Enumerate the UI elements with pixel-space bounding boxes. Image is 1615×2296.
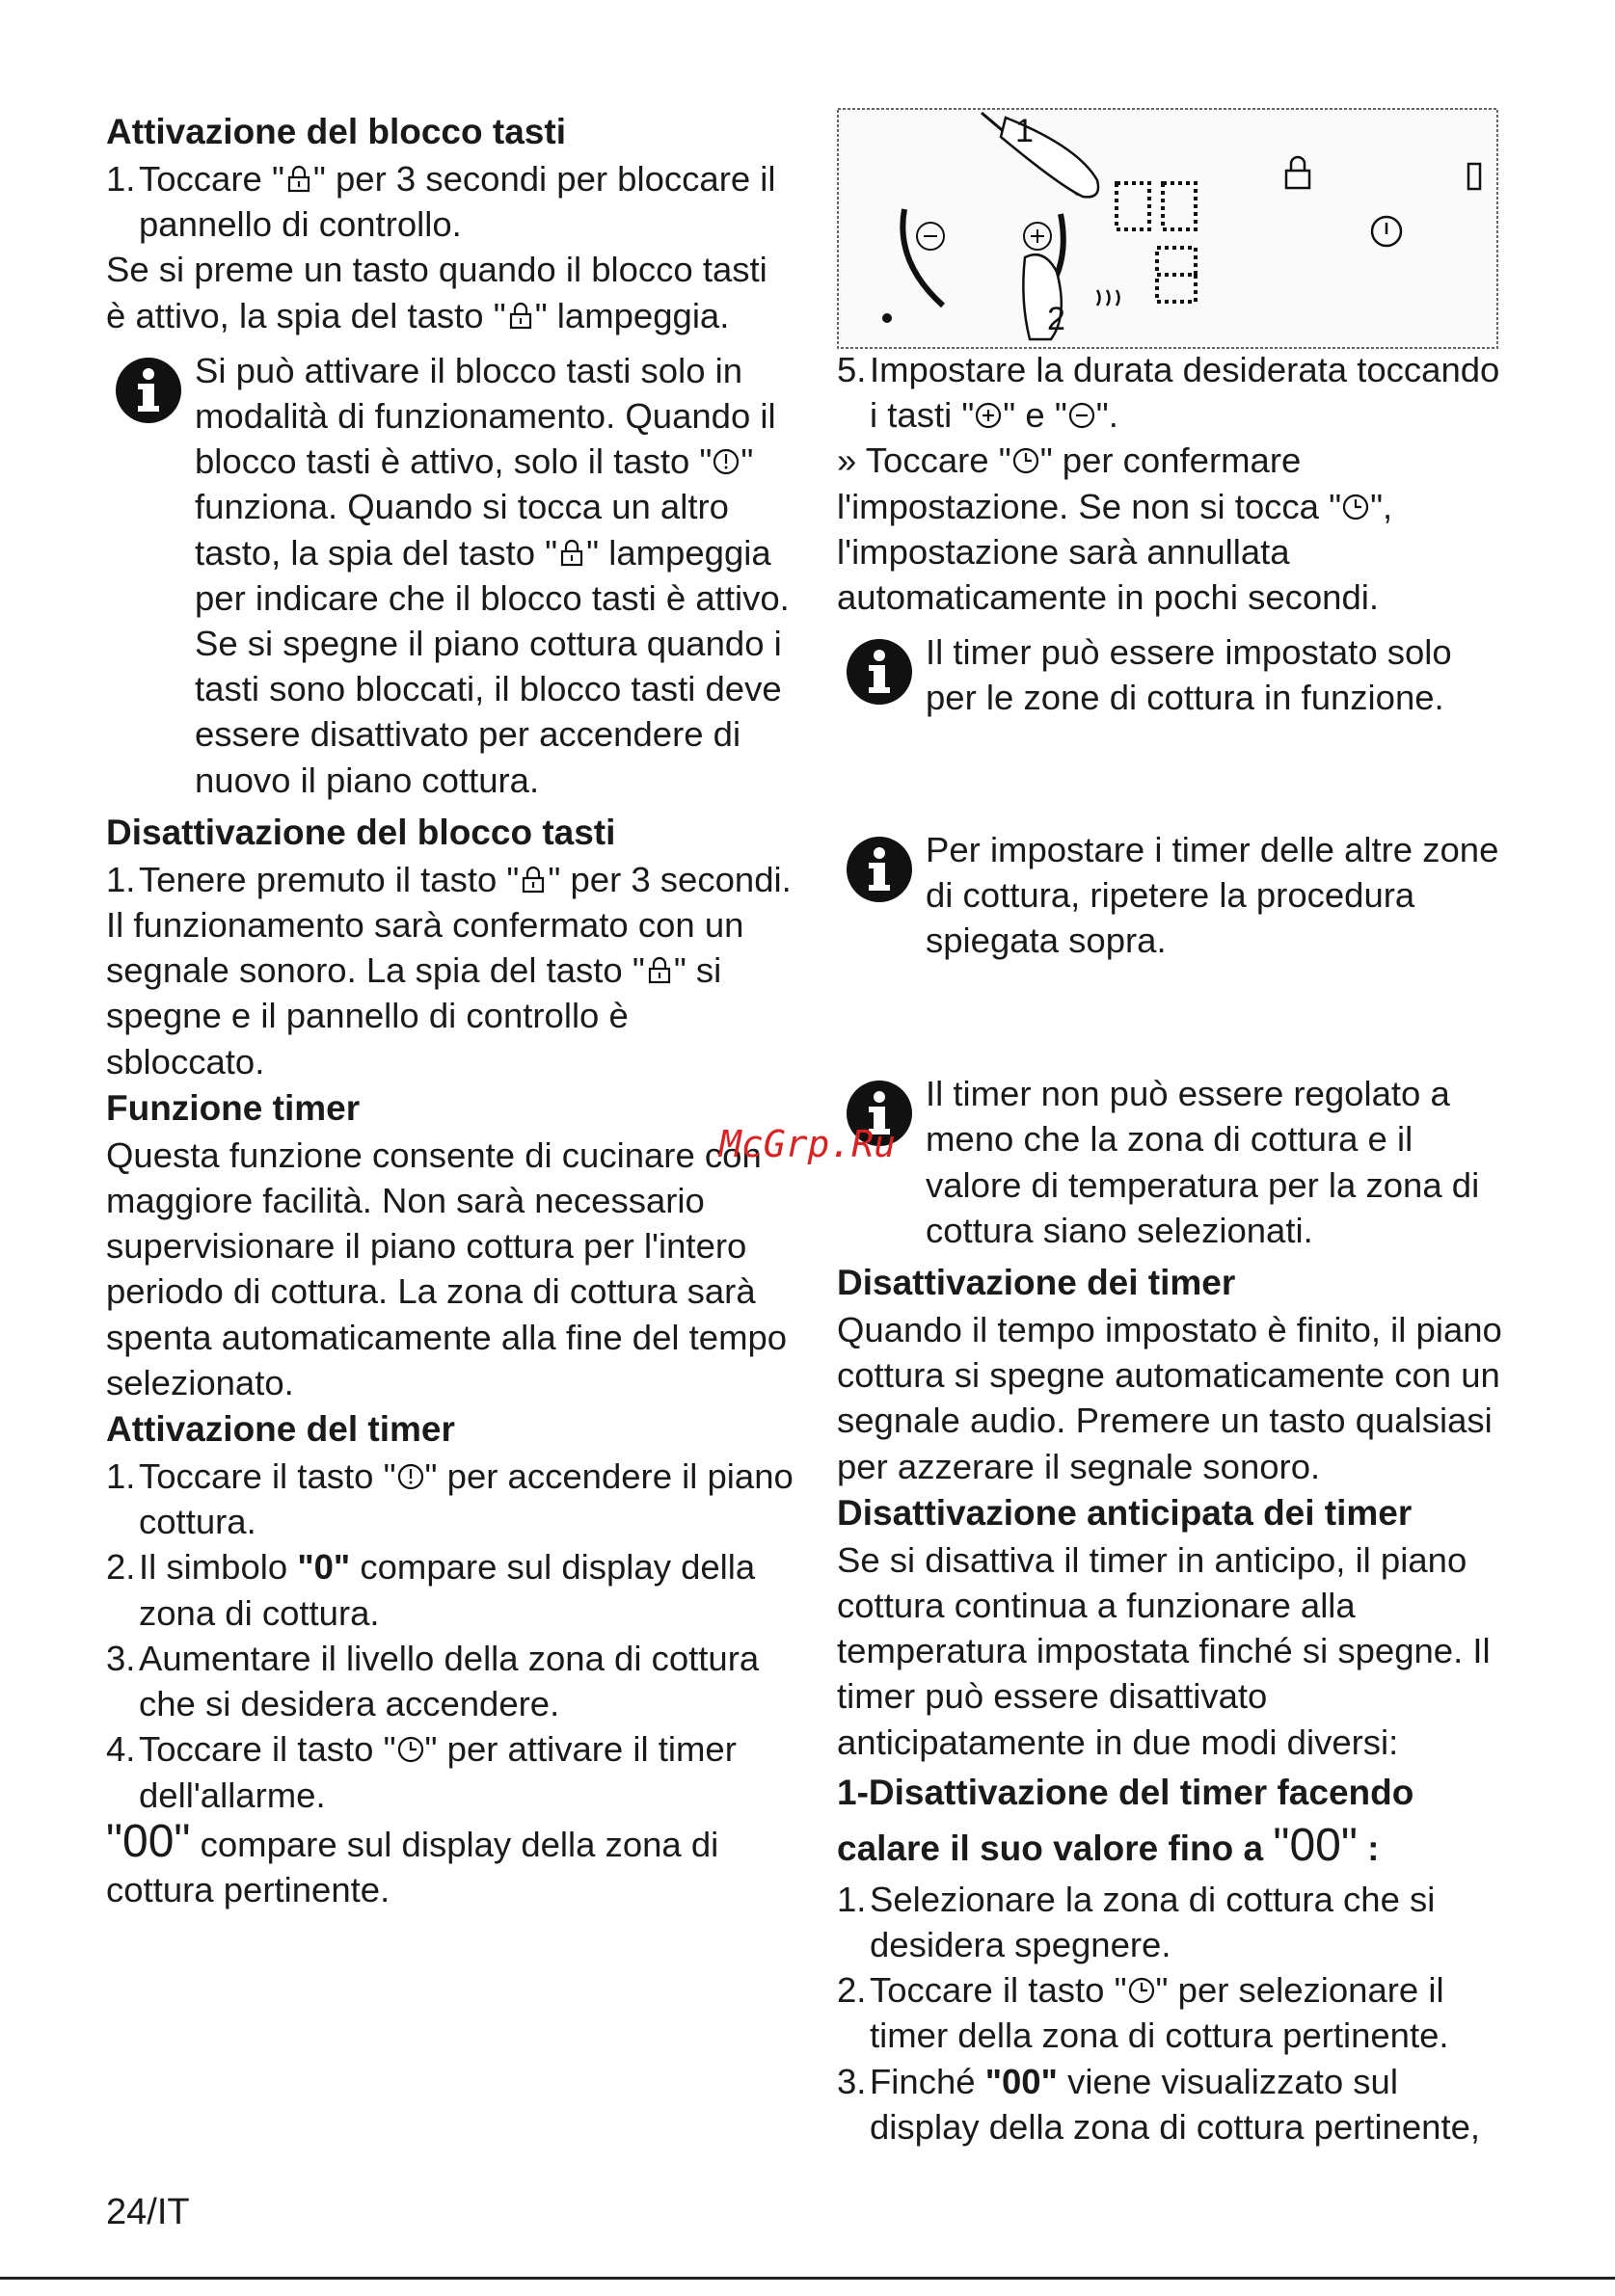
list-item: 1.Tenere premuto il tasto " " per 3 secondi.: [106, 859, 792, 899]
list-item: 4.Toccare il tasto " " per attivare il timer dell'allarme.: [106, 1729, 737, 1815]
list-item: 1.Toccare il tasto " " per accendere il piano cottura.: [106, 1456, 794, 1542]
watermark: McGrp.Ru: [719, 1123, 897, 1165]
info-icon: [845, 835, 914, 904]
subheading-method-1: 1-Disattivazione del timer facendo calare il suo valore fino a "00" :: [837, 1772, 1414, 1871]
heading-keylock-deactivation: Disattivazione del blocco tasti: [106, 812, 616, 852]
heading-timer-activation: Attivazione del timer: [106, 1409, 455, 1450]
label-1: 1: [1015, 113, 1034, 149]
paragraph: » Toccare " " per confermare l'impostazione. Se non si tocca " ", l'impostazione sarà annullata automaticamente in pochi secondi.: [837, 441, 1393, 618]
lock-icon: [645, 956, 674, 985]
info-note: Per impostare i timer delle altre zone di cottura, ripetere la procedura spiegata sopra.: [837, 827, 1512, 964]
minus-icon: [1067, 401, 1096, 430]
heading-timer-deactivation: Disattivazione dei timer: [837, 1263, 1236, 1303]
clock-icon: [396, 1735, 425, 1764]
paragraph: Se si preme un tasto quando il blocco tasti è attivo, la spia del tasto " " lampeggia.: [106, 250, 767, 335]
timer-steps: [106, 1454, 795, 1818]
clock-icon: [1011, 446, 1040, 475]
info-note: Il timer può essere impostato solo per le zone di cottura in funzione.: [837, 629, 1512, 720]
list-item: 2.Il simbolo "0" compare sul display della zona di cottura.: [106, 1547, 756, 1633]
heading-timer-function: Funzione timer: [106, 1087, 361, 1128]
info-note: Si può attivare il blocco tasti solo in modalità di funzionamento. Quando il blocco tasti è attivo, solo il tasto " " funziona. Quando si tocca un altro tasto, la spia del tasto " " lampeggia per indicare che il blocco tasti è attivo. Se si spegne il piano cottura quando i tasti sono bloccati, il blocco tasti deve essere disattivato per accendere di nuovo il piano cottura.: [106, 348, 795, 803]
power-icon: [396, 1462, 425, 1491]
right-column: [837, 347, 1512, 2149]
lock-icon: [519, 866, 548, 894]
paragraph: Questa funzione consente di cucinare con maggiore facilità. Non sarà necessario supervisionare il piano cottura per l'intero periodo di cottura. La zona di cottura sarà spenta automaticamente alla fine del tempo selezionato.: [106, 1135, 788, 1402]
control-panel-figure: [837, 108, 1498, 349]
list-item: 5.Impostare la durata desiderata toccando i tasti " " e " ".: [837, 350, 1500, 436]
list-item: 1.Selezionare la zona di cottura che si desidera spegnere.: [837, 1879, 1436, 1965]
paragraph: Se si disattiva il timer in anticipo, il piano cottura continua a funzionare alla temperatura impostata finché si spegne. Il timer può essere disattivato anticipatamente in due modi diversi:: [837, 1539, 1491, 1762]
info-note: Il timer non può essere regolato a meno che la zona di cottura e il valore di temperatura per la zona di cottura siano selezionati.: [837, 1071, 1512, 1253]
list-item: 3.Finché "00" viene visualizzato sul display della zona di cottura pertinente,: [837, 2061, 1481, 2147]
paragraph: "00" compare sul display della zona di cottura pertinente.: [106, 1815, 719, 1909]
info-icon: [114, 356, 183, 425]
label-2: 2: [1047, 301, 1065, 337]
heading-keylock-activation: Attivazione del blocco tasti: [106, 112, 566, 151]
paragraph: Il funzionamento sarà confermato con un segnale sonoro. La spia del tasto " " si spegne e il pannello di controllo è sbloccato.: [106, 905, 744, 1081]
clock-icon: [1127, 1976, 1156, 2005]
power-icon: [712, 447, 740, 476]
plus-icon: [974, 401, 1003, 430]
clock-icon: [1341, 493, 1370, 521]
heading-early-deactivation: Disattivazione anticipata dei timer: [837, 1492, 1413, 1533]
left-column: [106, 108, 795, 1912]
keylock-steps: [106, 156, 795, 247]
info-icon: [845, 637, 914, 707]
method-steps: [837, 1877, 1512, 2149]
paragraph: Quando il tempo impostato è finito, il piano cottura si spegne automaticamente con un segnale audio. Premere un tasto qualsiasi per azzerare il segnale sonoro.: [837, 1310, 1502, 1486]
lock-icon: [506, 302, 535, 331]
page-number: 24/IT: [106, 2192, 190, 2232]
list-item: 2.Toccare il tasto " " per selezionare il timer della zona di cottura pertinente.: [837, 1970, 1449, 2056]
list-item: 1.Toccare " " per 3 secondi per bloccare il pannello di controllo.: [106, 159, 776, 245]
lock-icon: [557, 539, 586, 568]
list-item: 3.Aumentare il livello della zona di cottura che si desidera accendere.: [106, 1638, 760, 1724]
bottom-rule: [0, 2277, 1615, 2280]
lock-icon: [284, 165, 313, 194]
